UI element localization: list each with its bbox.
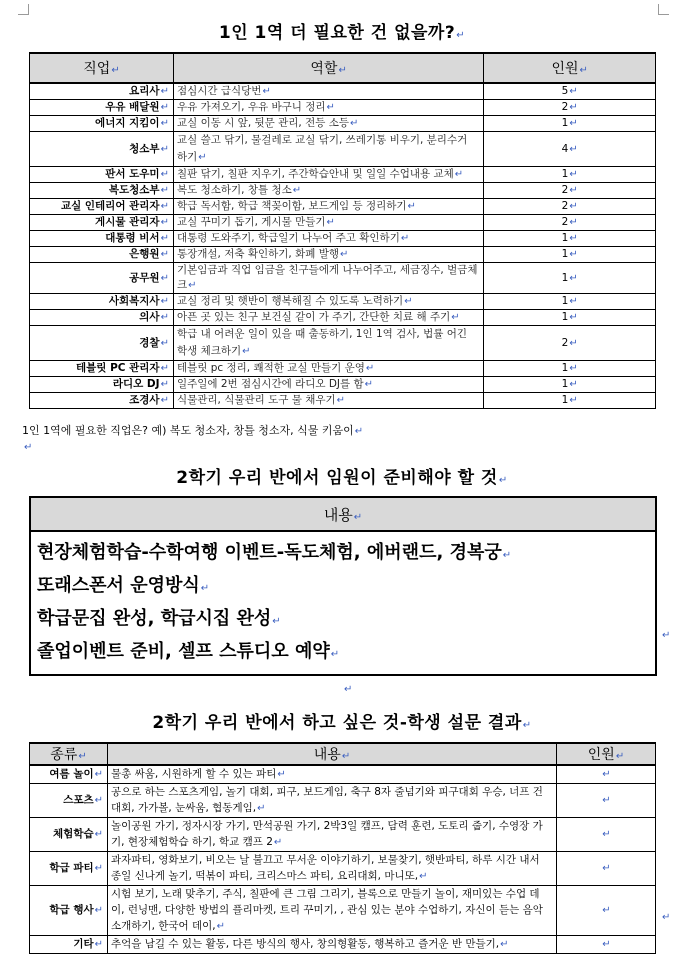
count-cell: [557, 936, 656, 954]
content-line: 현장체험학습-수학여행 이벤트-독도체험, 에버랜드, 경복궁 ↵: [37, 538, 649, 571]
paragraph-mark: ↵: [24, 442, 33, 453]
count-cell: 1 ↵: [484, 167, 656, 183]
paragraph-mark: ↵: [344, 684, 353, 695]
table-row: [30, 100, 656, 116]
job-cell: 청소부 ↵: [30, 132, 174, 167]
job-cell: 복도청소부 ↵: [30, 183, 174, 199]
role-cell: 학급 내 어려운 일이 있을 때 출동하기, 1인 1역 검사, 법률 어긴 학생 체크하기 ↵: [173, 326, 483, 361]
table-header-row: [30, 53, 656, 83]
table-row: [30, 167, 656, 183]
table-row: [30, 215, 656, 231]
role-cell: 식물관리, 식물관리 도구 물 채우기 ↵: [173, 393, 483, 409]
job-cell: 테블릿 PC 관리자 ↵: [30, 361, 174, 377]
job-cell: 에너지 지킴이 ↵: [30, 116, 174, 132]
table-row: [30, 326, 656, 361]
job-cell: 우유 배달원 ↵: [30, 100, 174, 116]
survey-results-table: [29, 742, 656, 954]
content-cell: 공으로 하는 스포츠게임, 놀기 대회, 피구, 보드게임, 축구 8자 줄넘기와 피구대회 우승, 너프 건 대회, 가가볼, 눈싸움, 협동게임, ↵: [108, 784, 557, 818]
table-row: [30, 393, 656, 409]
count-cell: 1 ↵: [484, 310, 656, 326]
role-cell: 교실 꾸미기 돕기, 게시물 만들기 ↵: [173, 215, 483, 231]
content-cell: 물총 싸움, 시원하게 할 수 있는 파티 ↵: [108, 765, 557, 784]
count-cell: 1 ↵: [484, 263, 656, 294]
section3-title: 2학기 우리 반에서 하고 싶은 것-학생 설문 결과 ↵: [0, 708, 684, 733]
paragraph-mark: ↵: [662, 630, 671, 641]
table-row: [30, 231, 656, 247]
header-count: 인원 ↵: [557, 743, 656, 765]
job-cell: 공무원 ↵: [30, 263, 174, 294]
header-content: 내용 ↵: [108, 743, 557, 765]
content-cell: 시험 보기, 노래 맞추기, 주식, 칠판에 큰 그림 그리기, 블록으로 만들기 놀이, 재미있는 수업 데이, 런닝맨, 다양한 방법의 플리마켓, 트리 꾸미기, , 관심 있는 분야 수업하기, 자신이 듣는 음악 소개하기, 한국어 데이, ↵: [108, 886, 557, 936]
job-cell: 사회복지사 ↵: [30, 294, 174, 310]
job-cell: 대통령 비서 ↵: [30, 231, 174, 247]
header-content: 내용 ↵: [30, 497, 656, 531]
officer-prep-table: [29, 496, 657, 676]
table-row: [30, 310, 656, 326]
count-cell: [557, 784, 656, 818]
content-cell: 놀이공원 가기, 정자시장 가기, 만석공원 가기, 2박3일 캠프, 담력 훈련, 도토리 줍기, 수영장 가기, 현장체험학습 하기, 학교 캠프 2 ↵: [108, 818, 557, 852]
table-row: [30, 886, 656, 936]
count-cell: 2 ↵: [484, 199, 656, 215]
count-cell: 2 ↵: [484, 215, 656, 231]
section2-title: 2학기 우리 반에서 임원이 준비해야 할 것 ↵: [0, 463, 684, 488]
count-cell: 1 ↵: [484, 377, 656, 393]
table-row: [30, 116, 656, 132]
job-cell: 게시물 관리자 ↵: [30, 215, 174, 231]
table-header-row: [30, 743, 656, 765]
content-line: 학급문집 완성, 학급시집 완성 ↵: [37, 604, 649, 637]
content-line: 또래스폰서 운영방식 ↵: [37, 571, 649, 604]
section1-title: 1인 1역 더 필요한 건 없을까? ↵: [0, 18, 684, 43]
table-row: [30, 83, 656, 100]
table-row: [30, 818, 656, 852]
role-cell: 교실 이동 시 앞, 뒷문 관리, 전등 소등 ↵: [173, 116, 483, 132]
table-row: [30, 361, 656, 377]
table-row: [30, 531, 656, 675]
table-header-row: [30, 497, 656, 531]
role-cell: 통장개설, 저축 확인하기, 화폐 발행 ↵: [173, 247, 483, 263]
count-cell: 1 ↵: [484, 294, 656, 310]
count-cell: [557, 852, 656, 886]
job-cell: 판서 도우미 ↵: [30, 167, 174, 183]
table-row: [30, 183, 656, 199]
job-cell: 은행원 ↵: [30, 247, 174, 263]
count-cell: 1 ↵: [484, 247, 656, 263]
page-corner-mark: [658, 4, 669, 15]
count-cell: 1 ↵: [484, 361, 656, 377]
kind-cell: 기타 ↵: [30, 936, 108, 954]
header-count: 인원 ↵: [484, 53, 656, 83]
count-cell: 1 ↵: [484, 116, 656, 132]
role-cell: 테블릿 pc 정리, 쾌적한 교실 만들기 운영 ↵: [173, 361, 483, 377]
role-cell: 교실 정리 및 햇반이 행복해질 수 있도록 노력하기 ↵: [173, 294, 483, 310]
header-kind: 종류 ↵: [30, 743, 108, 765]
count-cell: 5 ↵: [484, 83, 656, 100]
role-cell: 우유 가져오기, 우유 바구니 정리 ↵: [173, 100, 483, 116]
table-row: [30, 377, 656, 393]
role-cell: 복도 청소하기, 창틀 청소 ↵: [173, 183, 483, 199]
header-job: 직업 ↵: [30, 53, 174, 83]
table-row: [30, 294, 656, 310]
job-cell: 교실 인테리어 관리자 ↵: [30, 199, 174, 215]
job-cell: 경찰 ↵: [30, 326, 174, 361]
role-cell: 학급 독서함, 학급 책꽂이함, 보드게임 등 정리하기 ↵: [173, 199, 483, 215]
role-cell: 아픈 곳 있는 친구 보건실 같이 가 주기, 간단한 치료 해 주기 ↵: [173, 310, 483, 326]
count-cell: [557, 765, 656, 784]
kind-cell: 스포츠 ↵: [30, 784, 108, 818]
kind-cell: 학급 행사 ↵: [30, 886, 108, 936]
count-cell: 4 ↵: [484, 132, 656, 167]
count-cell: 1 ↵: [484, 231, 656, 247]
count-cell: 1 ↵: [484, 393, 656, 409]
role-cell: 교실 쓸고 닦기, 물걸레로 교실 닦기, 쓰레기통 비우기, 분리수거 하기 ↵: [173, 132, 483, 167]
table-row: [30, 936, 656, 954]
count-cell: 2 ↵: [484, 326, 656, 361]
job-cell: 라디오 DJ ↵: [30, 377, 174, 393]
count-cell: 2 ↵: [484, 183, 656, 199]
table-row: [30, 247, 656, 263]
table-row: [30, 852, 656, 886]
paragraph-mark: ↵: [662, 912, 671, 923]
count-cell: [557, 818, 656, 852]
content-line: 졸업이벤트 준비, 셀프 스튜디오 예약 ↵: [37, 637, 649, 670]
kind-cell: 학급 파티 ↵: [30, 852, 108, 886]
page-corner-mark: [18, 4, 29, 15]
count-cell: 2 ↵: [484, 100, 656, 116]
table-row: [30, 199, 656, 215]
content-cell: 추억을 남길 수 있는 활동, 다른 방식의 행사, 창의형활동, 행복하고 즐거운 반 만들기, ↵: [108, 936, 557, 954]
role-cell: 대통령 도와주기, 학급일기 나누어 주고 확인하기 ↵: [173, 231, 483, 247]
job-cell: 의사 ↵: [30, 310, 174, 326]
content-cell: 과자파티, 영화보기, 비오는 날 불끄고 무서운 이야기하기, 보물찾기, 햇반파티, 하루 시간 내서 종일 신나게 놀기, 떡볶이 파티, 크리스마스 파티, 요리대회, 마니또, ↵: [108, 852, 557, 886]
kind-cell: 체험학습 ↵: [30, 818, 108, 852]
content-cell: [30, 531, 656, 675]
count-cell: [557, 886, 656, 936]
table-row: [30, 132, 656, 167]
header-role: 역할 ↵: [173, 53, 483, 83]
job-question-note: 1인 1역에 필요한 직업은? 예) 복도 청소자, 창틀 청소자, 식물 키움이 ↵: [22, 422, 363, 438]
role-cell: 점심시간 급식당번 ↵: [173, 83, 483, 100]
role-cell: 칠판 닦기, 칠판 지우기, 주간학습안내 및 일일 수업내용 교체 ↵: [173, 167, 483, 183]
table-row: [30, 263, 656, 294]
kind-cell: 여름 놀이 ↵: [30, 765, 108, 784]
role-cell: 일주일에 2번 점심시간에 라디오 DJ를 함 ↵: [173, 377, 483, 393]
job-roles-table: [29, 52, 656, 409]
job-cell: 조경사 ↵: [30, 393, 174, 409]
job-cell: 요리사 ↵: [30, 83, 174, 100]
table-row: [30, 784, 656, 818]
table-row: [30, 765, 656, 784]
role-cell: 기본임금과 직업 임금을 친구들에게 나누어주고, 세금징수, 벌금체크 ↵: [173, 263, 483, 294]
